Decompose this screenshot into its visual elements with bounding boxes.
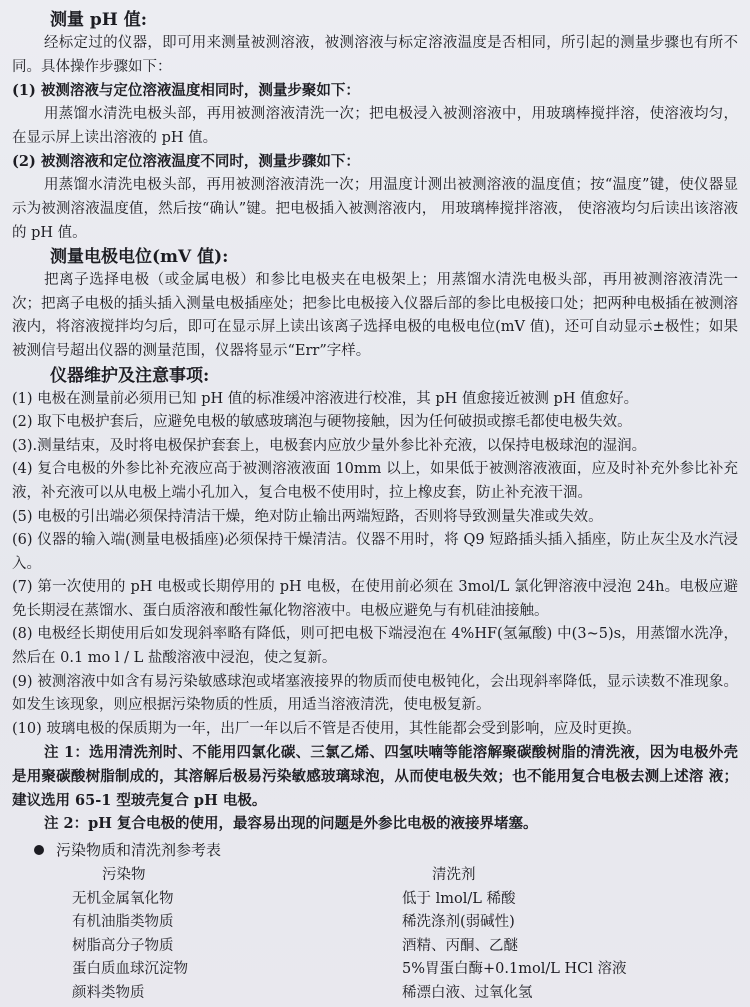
pollutant-cell: 蛋白质血球沉淀物 xyxy=(72,961,188,978)
cleaner-cell: 5%胃蛋白酶+0.1mol/L HCl 溶液 xyxy=(402,961,627,978)
note-2: 注 2：pH 复合电极的使用，最容易出现的问题是外参比电极的液接界堵塞。 xyxy=(44,815,538,833)
table-header-row xyxy=(72,862,626,886)
cleaner-cell: 稀漂白液、过氧化氢 xyxy=(402,984,533,1001)
reference-table-title-text: 污染物质和清洗剂参考表 xyxy=(56,840,222,859)
maintenance-item-9: (9) 被测溶液中如含有易污染敏感球泡或堵塞液接界的物质而使电极钝化，会出现斜率降低，显示读数不准现象。如发生该现象，则应根据污染物质的性质，用适当溶液清洗，使电极复新。 xyxy=(12,673,738,714)
maintenance-item-8: (8) 电极经长期使用后如发现斜率略有降低，则可把电极下端浸泡在 4%HF(氢氟酸) 中(3~5)s，用蒸馏水洗净，然后在 0.1 mo l / L 盐酸溶液中浸泡，使之复新。 xyxy=(12,626,738,667)
note-1: 注 1：选用清洗剂时、不能用四氯化碳、三氯乙烯、四氢呋喃等能溶解聚碳酸树脂的清洗液，因为电极外壳是用聚碳酸树脂制成的，其溶解后极易污染敏感玻璃球泡，从而使电极失效；也不能用复合电极去测上述溶 液；建议选用 65-1 型玻壳复合 pH 电极。 xyxy=(12,744,738,809)
section-title-ph: 测量 pH 值: xyxy=(50,10,148,30)
cleaner-cell: 稀洗涤剂(弱碱性) xyxy=(402,914,515,931)
maintenance-item-6: (6) 仪器的输入端(测量电极插座)必须保持干燥清洁。仪器不用时，将 Q9 短路插头插入插座，防止灰尘及水汽浸入。 xyxy=(12,532,738,572)
ph-case2-title: (2) 被测溶液和定位溶液温度不同时，测量步骤如下： xyxy=(12,153,360,171)
reference-table xyxy=(72,862,626,1003)
table-row xyxy=(72,909,626,933)
header-cleaner: 清洗剂 xyxy=(432,867,476,884)
header-pollutant: 污染物 xyxy=(102,867,146,884)
table-row xyxy=(72,979,626,1003)
ph-case2-paragraph: 用蒸馏水清洗电极头部，再用被测溶液清洗一次；用温度计测出被测溶液的温度值；按“温度”键，使仪器显示为被测溶液温度值，然后按“确认”键。把电极插入被测溶液内， 用玻璃棒搅拌溶液， 使溶液均匀后读出该溶液的 pH 值。 xyxy=(12,177,738,241)
maintenance-item-10: (10) 玻璃电极的保质期为一年，出厂一年以后不管是否使用，其性能都会受到影响，应及时更换。 xyxy=(12,720,641,737)
maintenance-item-7: (7) 第一次使用的 pH 电极或长期停用的 pH 电极，在使用前必须在 3mol/L 氯化钾溶液中浸泡 24h。电极应避免长期浸在蒸馏水、蛋白质溶液和酸性氟化物溶液中。电极应避免与有机硅油接触。 xyxy=(12,579,738,619)
pollutant-cell: 颜料类物质 xyxy=(72,984,145,1001)
section-title-maintenance: 仪器维护及注意事项: xyxy=(50,365,210,386)
ph-intro-paragraph: 经标定过的仪器，即可用来测量被测溶液，被测溶液与标定溶液温度是否相同，所引起的测量步骤也有所不同。具体操作步骤如下： xyxy=(12,35,738,75)
pollutant-cell: 树脂高分子物质 xyxy=(72,937,174,954)
reference-table-title xyxy=(12,838,738,862)
section-title-mv: 测量电极电位(mV 值): xyxy=(50,247,229,268)
table-row xyxy=(72,932,626,956)
maintenance-item-2: (2) 取下电极护套后，应避免电极的敏感玻璃泡与硬物接触，因为任何破损或擦毛都使电极失效。 xyxy=(12,414,632,431)
bullet-dot-icon xyxy=(34,845,44,855)
cleaner-cell: 低于 lmol/L 稀酸 xyxy=(402,890,516,907)
table-row xyxy=(72,885,626,909)
maintenance-item-3: (3).测量结束，及时将电极保护套套上，电极套内应放少量外参比补充液，以保持电极球泡的湿润。 xyxy=(12,437,647,454)
maintenance-item-1: (1) 电极在测量前必须用已知 pH 值的标准缓冲溶液进行校准，其 pH 值愈接近被测 pH 值愈好。 xyxy=(12,390,639,407)
cleaner-cell: 酒精、丙酮、乙醚 xyxy=(402,937,518,954)
ph-case1-paragraph: 用蒸馏水清洗电极头部，再用被测溶液清洗一次；把电极浸入被测溶液中，用玻璃棒搅拌溶，使溶液均匀，在显示屏上读出溶液的 pH 值。 xyxy=(12,106,738,146)
maintenance-item-5: (5) 电极的引出端必须保持清洁干燥，绝对防止输出两端短路，否则将导致测量失准或失效。 xyxy=(12,508,603,525)
pollutant-cell: 有机油脂类物质 xyxy=(72,914,174,931)
table-row xyxy=(72,956,626,980)
maintenance-item-4: (4) 复合电极的外参比补充液应高于被测溶液液面 10mm 以上，如果低于被测溶液液面，应及时补充外参比补充液，补充液可以从电极上端小孔加入，复合电极不使用时，拉上橡皮套，防止补充液干涸。 xyxy=(12,461,738,501)
ph-case1-title: (1) 被测溶液与定位溶液温度相同时，测量步聚如下： xyxy=(12,82,360,100)
pollutant-cell: 无机金属氧化物 xyxy=(72,890,174,907)
mv-paragraph: 把离子选择电极（或金属电极）和参比电极夹在电极架上；用蒸馏水清洗电极头部，再用被测溶液清洗一次；把离子电极的插头插入测量电极插座处；把参比电极接入仪器后部的参比电极接口处；把两种电极插在被测溶液内，将溶液搅拌均匀后，即可在显示屏上读出该离子选择电极的电极电位(mV 值)，还可自动显示±极性；如果被测信号超出仪器的测量范围，仪器将显示“Err”字样。 xyxy=(12,272,738,359)
